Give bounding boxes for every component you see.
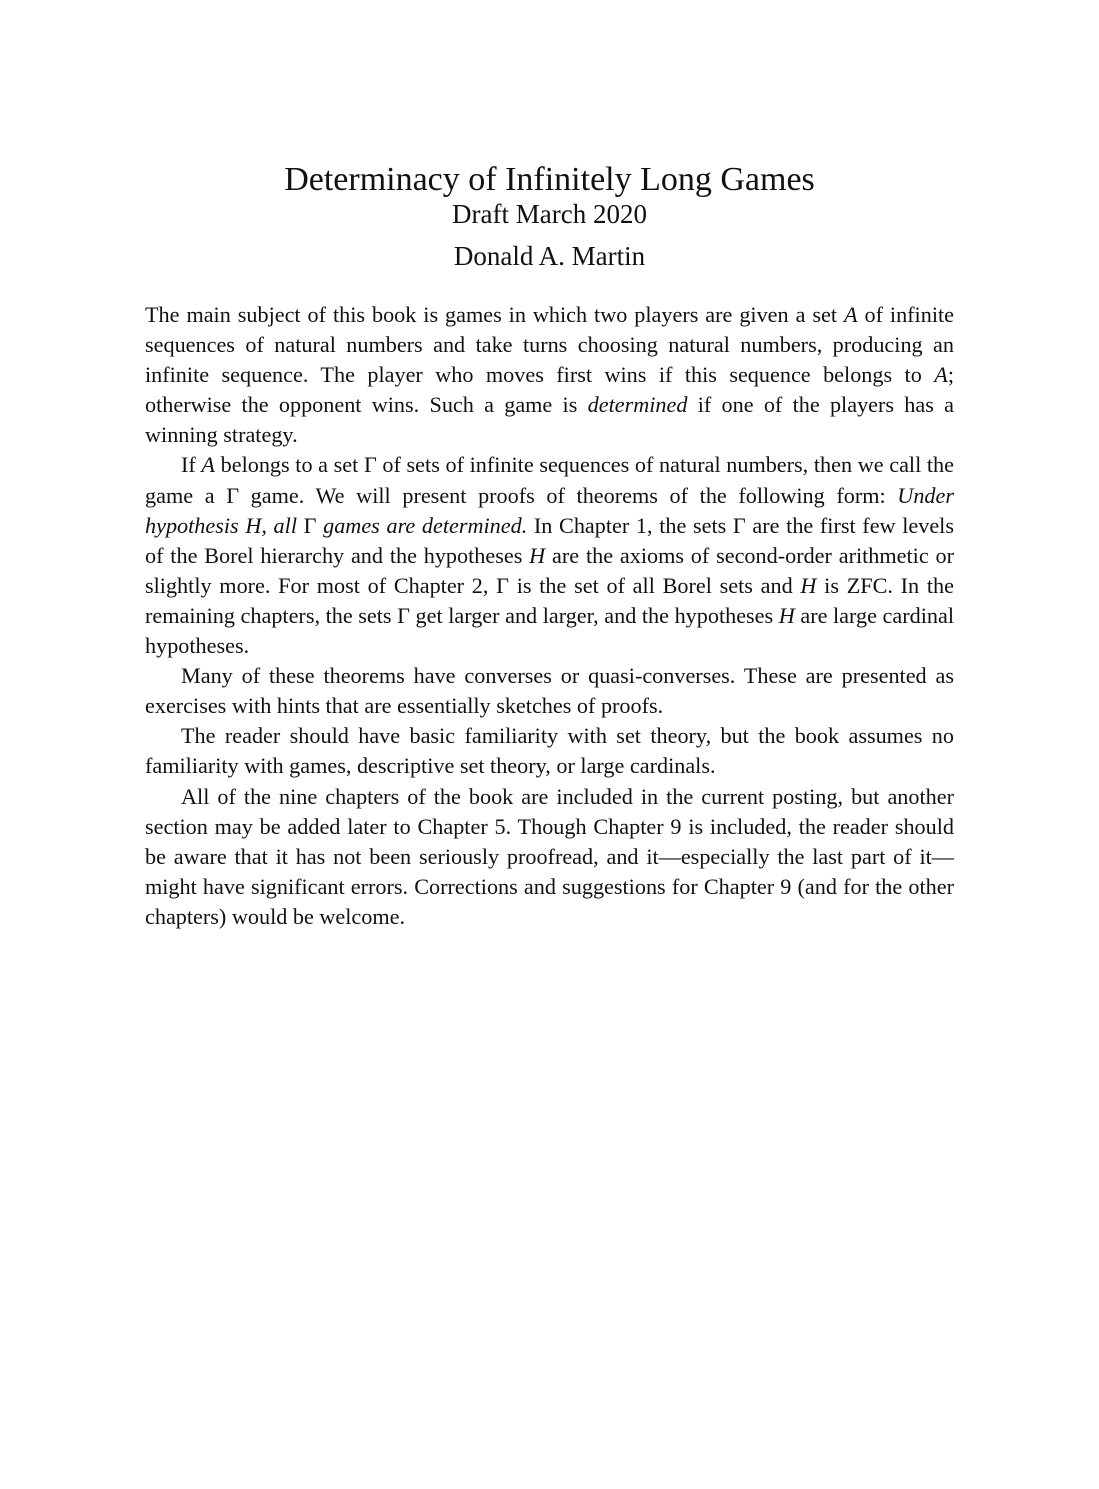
paragraph-1-segment: ; otherwise the opponent wins. Such a game is: [145, 362, 954, 418]
paragraph-1-segment: The main subject of this book is games in which two players are given a set: [145, 302, 844, 327]
paragraph-2-segment: belongs to a set Γ of sets of infinite sequences of natural numbers, then we call the game a Γ game. We will present proofs of theorems of the following form:: [145, 452, 954, 508]
paragraph-2-segment: is ZFC. In the remaining chapters, the sets Γ get larger and larger, and the hypotheses: [145, 572, 954, 628]
paragraph-1-segment: A: [843, 302, 858, 327]
paragraph-1: [145, 300, 954, 450]
paragraph-4: [145, 721, 954, 781]
paragraph-2-segment: games are determined.: [316, 512, 528, 538]
paragraph-1-segment: determined: [587, 392, 688, 418]
paragraph-3-segment: Many of these theorems have converses or quasi-converses. These are presented as exercises with hints that are essentially sketches of proofs.: [145, 663, 954, 719]
paragraph-1-segment: if one of the players has a winning strategy.: [145, 392, 954, 448]
document-title: Determinacy of Infinitely Long Games: [284, 161, 815, 198]
paragraph-2: [145, 450, 954, 661]
paragraph-2-segment: H: [529, 542, 546, 568]
document-date: Draft March 2020: [452, 199, 647, 229]
paragraph-2-segment: H: [778, 602, 795, 628]
paragraph-5: [145, 782, 954, 932]
paragraph-4-segment: The reader should have basic familiarity with set theory, but the book assumes no familiarity with games, descriptive set theory, or large cardinals.: [145, 723, 954, 779]
paragraph-2-segment: In Chapter 1, the sets Γ are the first few levels of the Borel hierarchy and the hypotheses: [145, 512, 954, 568]
paragraph-3: [145, 661, 954, 721]
paragraph-2-segment: are large cardinal hypotheses.: [145, 602, 954, 659]
paragraph-2-segment: are the axioms of second-order arithmetic or slightly more. For most of Chapter 2, Γ is the set of all Borel sets and: [145, 542, 954, 598]
abstract-body: [145, 300, 954, 932]
paragraph-2-segment: If: [181, 452, 202, 478]
paragraph-2-segment: A: [201, 452, 215, 478]
document-author: Donald A. Martin: [453, 241, 646, 271]
paragraph-5-segment: All of the nine chapters of the book are included in the current posting, but another section may be added later to Chapter 5. Though Chapter 9 is included, the reader should be aware that it has not been seriously proofread, and it—especially the last part of it—might have significant errors. Corrections and suggestions for Chapter 9 (and for the other chapters) would be welcome.: [145, 783, 954, 929]
paragraph-2-segment: Under hypothesis: [145, 482, 954, 538]
paragraph-1-segment: A: [934, 362, 948, 388]
paragraph-2-segment: Γ: [303, 512, 317, 538]
paragraph-2-segment: H: [245, 512, 262, 538]
paragraph-1-segment: of infinite sequences of natural numbers and take turns choosing natural numbers, producing an infinite sequence. The player who moves first wins if this sequence belongs to: [145, 302, 954, 388]
paragraph-2-segment: H: [800, 572, 817, 598]
paragraph-2-segment: , all: [261, 512, 304, 538]
